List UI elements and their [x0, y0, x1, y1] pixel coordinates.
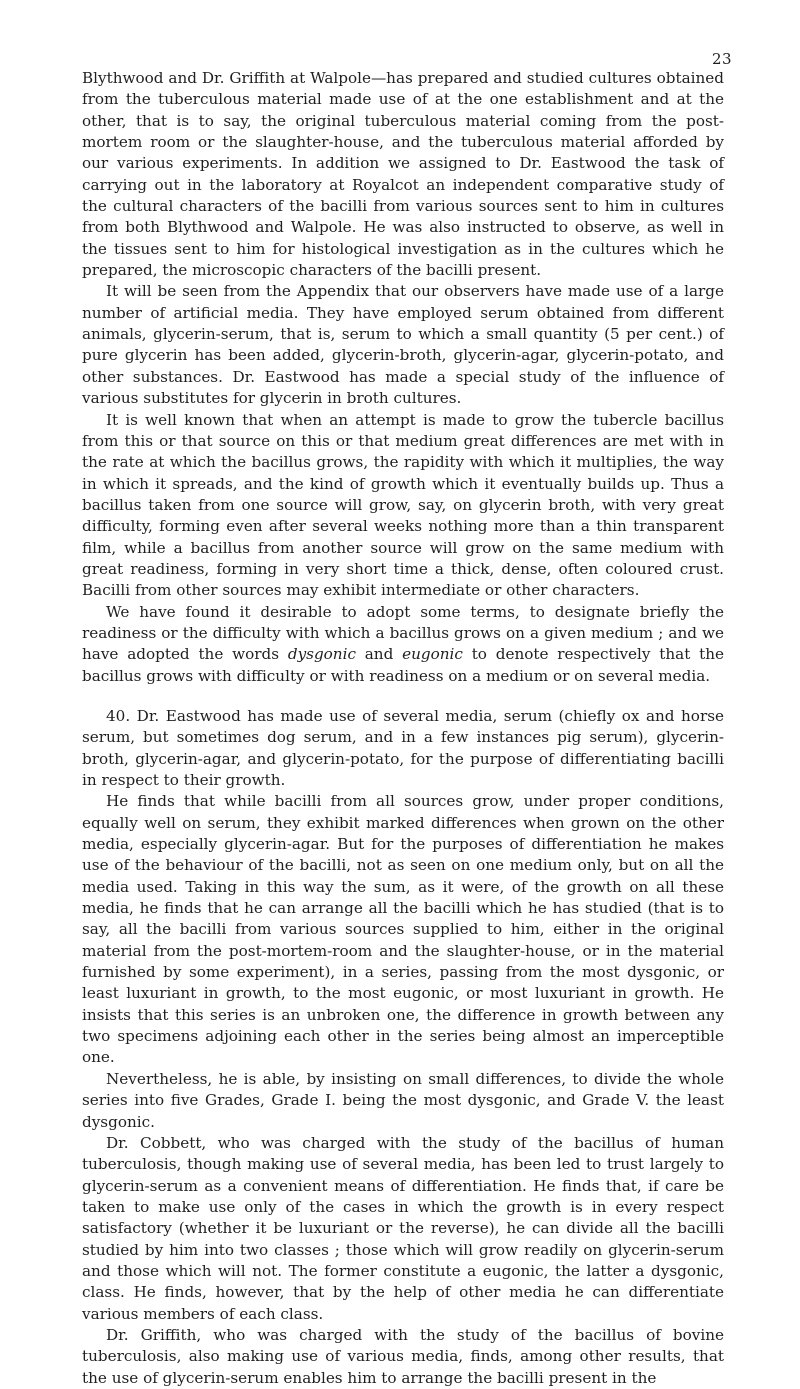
- term-dysgonic: dysgonic: [287, 645, 356, 664]
- terminology-text-middle: and: [355, 645, 403, 664]
- paragraph-eastwood-series: He finds that while bacilli from all sources grow, under proper conditions, equally well on serum, they exhibit marked differences when grown on the other media, especially glycerin-agar. But for the purposes of differentiation he makes use of the behaviour of the bacilli, not as seen on one medium only, but on all the media used. Taking in this way the sum, as it were, of the growth on all these media, he finds that he can arrange all the bacilli which he has studied (that is to say, all the bacilli from various sources supplied to him, either in the original material from the post-mortem-room and the slaughter-house, or in the material furnished by some experiment), in a series, passing from the most dysgonic, or least luxuriant in growth, to the most eugonic, or most luxuriant in growth. He insists that this series is an unbroken one, the difference in growth between any two specimens adjoining each other in the series being almost an imperceptible one.: [82, 792, 724, 1067]
- page-number: 23: [712, 50, 733, 68]
- paragraph-section-40: 40. Dr. Eastwood has made use of several media, serum (chiefly ox and horse serum, but sometimes dog serum, and in a few instances pig serum), glycerin-broth, glycerin-agar, and glycerin-potato, for the purpose of differentiating bacilli in respect to their growth.: [82, 706, 724, 789]
- terminology-text-before: We have found it desirable to adopt some terms, to designate briefly the readiness or the difficulty with which a bacillus grows on a given medium ; and we have adopted the words: [82, 602, 724, 664]
- paragraph-artificial-media: It will be seen from the Appendix that our observers have made use of a large number of artificial media. They have employed serum obtained from different animals, glycerin-serum, that is, serum to which a small quantity (5 per cent.) of pure glycerin has been added, glycerin-broth, glycerin-agar, glycerin-potato, and other substances. Dr. Eastwood has made a special study of the influence of various substitutes for glycerin in broth cultures.: [82, 282, 724, 408]
- terminology-text-after: to denote respectively that the bacillus grows with difficulty or with readiness on a medium or on several media.: [82, 645, 724, 685]
- paragraph-terminology: [82, 602, 724, 687]
- paragraph-griffith: Dr. Griffith, who was charged with the study of the bacillus of bovine tuberculosis, also making use of various media, finds, among other results, that the use of glycerin-serum enables him to arrange the bacilli present in the: [82, 1325, 724, 1387]
- paragraph-growth-differences: It is well known that when an attempt is made to grow the tubercle bacillus from this or that source on this or that medium great differences are met with in the rate at which the bacillus grows, the rapidity with which it multiplies, the way in which it spreads, and the kind of growth which it eventually builds up. Thus a bacillus taken from one source will grow, say, on glycerin broth, with very great difficulty, forming even after several weeks nothing more than a thin transparent film, while a bacillus from another source will grow on the same medium with great readiness, forming in very short time a thick, dense, often coloured crust. Bacilli from other sources may exhibit intermediate or other characters.: [82, 410, 724, 600]
- paragraph-cobbett: Dr. Cobbett, who was charged with the study of the bacillus of human tuberculosis, though making use of several media, has been led to trust largely to glycerin-serum as a convenient means of differentiation. He finds that, if care be taken to make use only of the cases in which the growth is in every respect satisfactory (whether it be luxuriant or the reverse), he can divide all the bacilli studied by him into two classes ; those which will grow readily on glycerin-serum and those which will not. The former constitute a eugonic, the latter a dysgonic, class. He finds, however, that by the help of other media he can differentiate various members of each class.: [82, 1133, 724, 1323]
- body-text: [82, 68, 724, 1389]
- paragraph-five-grades: Nevertheless, he is able, by insisting on small differences, to divide the whole series into five Grades, Grade I. being the most dysgonic, and Grade V. the least dysgonic.: [82, 1069, 724, 1131]
- term-eugonic: eugonic: [402, 645, 463, 664]
- paragraph-continued: Blythwood and Dr. Griffith at Walpole—has prepared and studied cultures obtained from the tuberculous material made use of at the one establishment and at the other, that is to say, the original tuberculous material coming from the post-mortem room or the slaughter-house, and the tuberculous material afforded by our various experiments. In addition we assigned to Dr. Eastwood the task of carrying out in the laboratory at Royalcot an independent comparative study of the cultural characters of the bacilli from various sources sent to him in cultures from both Blythwood and Walpole. He was also instructed to observe, as well in the tissues sent to him for histological investigation as in the cultures which he prepared, the microscopic characters of the bacilli present.: [82, 69, 724, 280]
